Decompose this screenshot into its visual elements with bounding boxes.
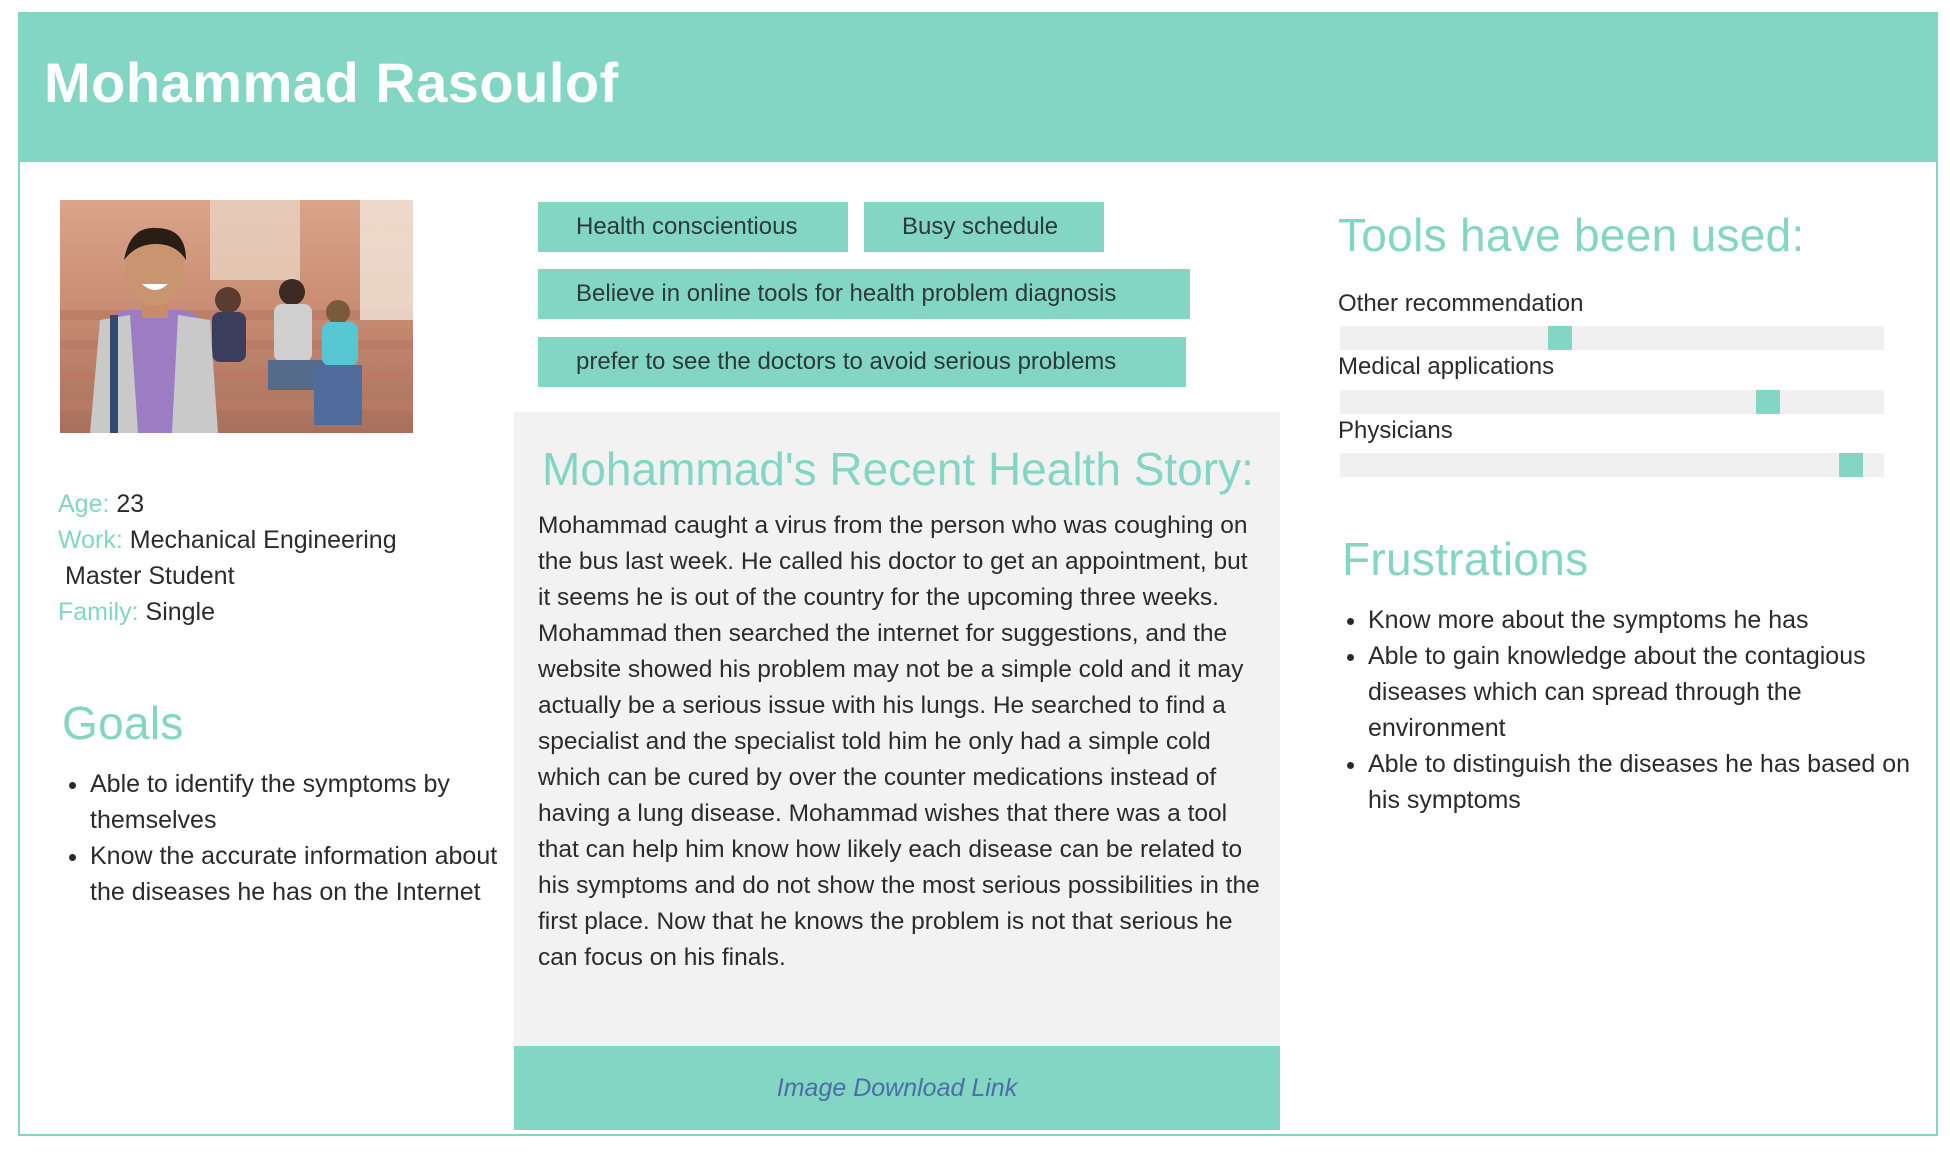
work-value-line2: Master Student <box>65 562 235 590</box>
work-row-2 <box>58 558 397 594</box>
tool-label-physicians: Physicians <box>1338 417 1453 444</box>
family-value: Single <box>145 598 216 626</box>
health-story-panel <box>514 412 1280 1130</box>
trait-tag-online-tools: Believe in online tools for health problem diagnosis <box>538 269 1190 319</box>
tool-slider-medical-applications <box>1340 390 1884 414</box>
frustration-item: • Know more about the symptoms he has <box>1368 602 1913 638</box>
story-title: Mohammad's Recent Health Story: <box>542 443 1254 495</box>
student-photo-illustration <box>60 200 413 433</box>
age-value: 23 <box>116 490 145 518</box>
tool-label-medical-applications: Medical applications <box>1338 353 1555 380</box>
image-download-link[interactable]: Image Download Link <box>776 1073 1018 1102</box>
tool-slider-other-recommendation <box>1340 326 1884 350</box>
trait-tag-health-conscientious: Health conscientious <box>538 202 848 252</box>
goal-item: • Able to identify the symptoms by themselves <box>90 766 510 838</box>
work-row <box>58 522 397 558</box>
tool-level-indicator <box>1839 453 1863 477</box>
trait-tag-see-doctors: prefer to see the doctors to avoid serious problems <box>538 337 1186 387</box>
tools-title: Tools have been used: <box>1338 209 1805 261</box>
tool-level-indicator <box>1756 390 1780 414</box>
age-label: Age: <box>58 490 110 518</box>
download-bar <box>514 1046 1280 1130</box>
header-bar <box>20 14 1936 162</box>
persona-card <box>18 12 1938 1136</box>
frustrations-title: Frustrations <box>1342 533 1589 585</box>
work-label: Work: <box>58 526 123 554</box>
story-text: Mohammad caught a virus from the person who was coughing on the bus last week. He called his doctor to get an appointment, but it seems he is out of the country for the upcoming three weeks. Mohammad then searched the internet for suggestions, and the website showed his problem may not be a simple cold and it may actually be a serious issue with his lungs. He searched to find a specialist and the specialist told him he only had a simple cold which can be cured by over the counter medications instead of having a lung disease. Mohammad wishes that there was a tool that can help him know how likely each disease can be related to his symptoms and do not show the most serious possibilities in the first place. Now that he knows the problem is not that serious he can focus on his finals. <box>538 512 1260 971</box>
goals-list <box>60 766 510 910</box>
goal-item: • Know the accurate information about the diseases he has on the Internet <box>90 838 510 910</box>
profile-info <box>58 486 397 630</box>
tool-level-indicator <box>1548 326 1572 350</box>
tool-slider-physicians <box>1340 453 1884 477</box>
trait-tag-busy-schedule: Busy schedule <box>864 202 1104 252</box>
family-label: Family: <box>58 598 139 626</box>
frustration-item: • Able to gain knowledge about the contagious diseases which can spread through the environment <box>1368 638 1913 746</box>
age-row <box>58 486 397 522</box>
family-row <box>58 594 397 630</box>
tool-label-other-recommendation: Other recommendation <box>1338 290 1584 317</box>
frustration-item: • Able to distinguish the diseases he has based on his symptoms <box>1368 746 1913 818</box>
frustrations-list <box>1338 602 1913 818</box>
persona-photo <box>60 200 413 433</box>
persona-name: Mohammad Rasoulof <box>44 51 619 114</box>
goals-title: Goals <box>62 697 184 749</box>
work-value: Mechanical Engineering <box>129 526 397 554</box>
